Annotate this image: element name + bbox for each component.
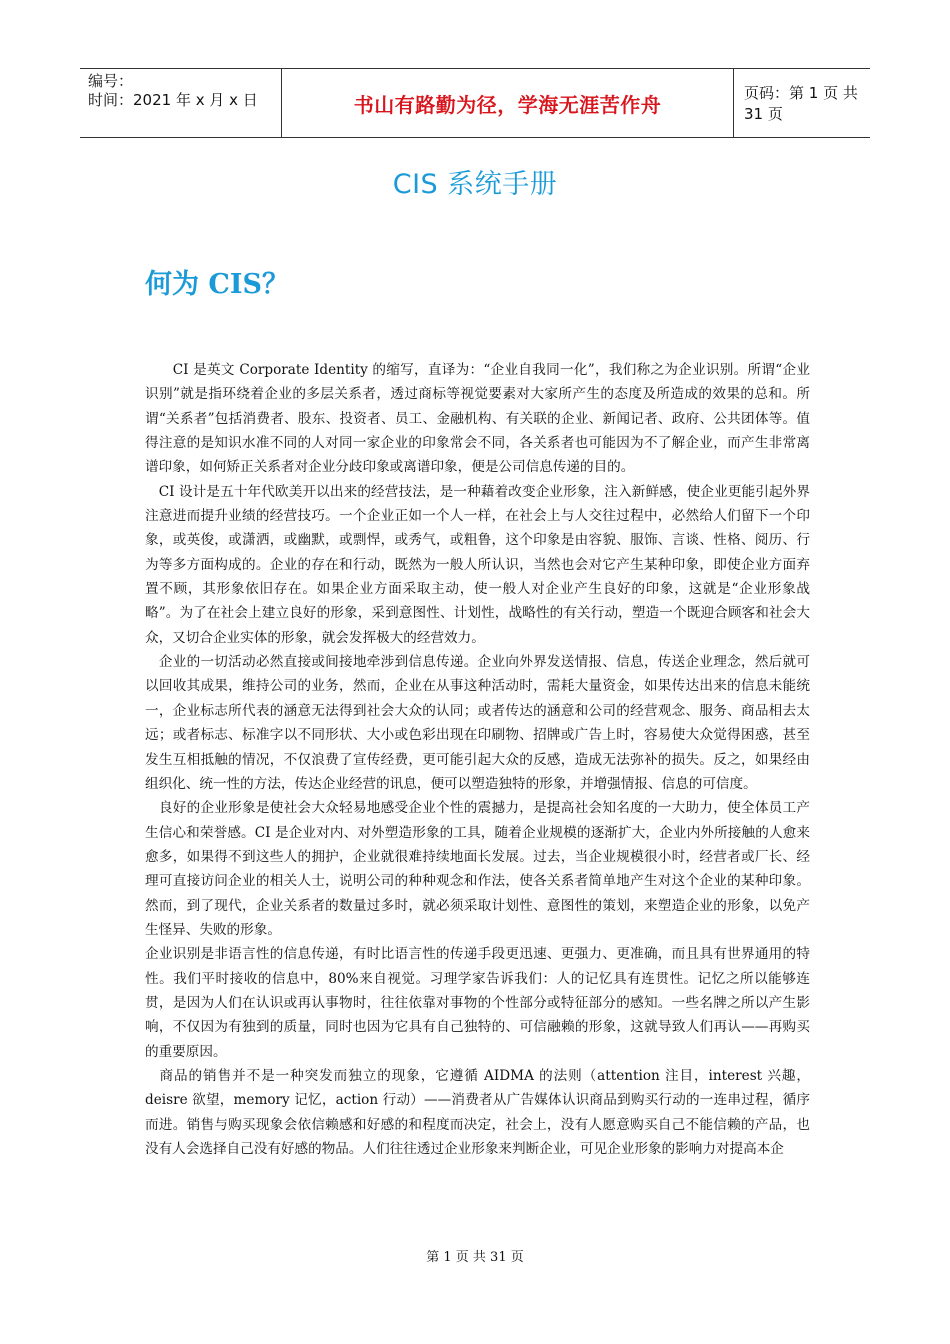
header-motto: 书山有路勤为径，学海无涯苦作舟 bbox=[282, 69, 734, 137]
paragraph: 企业的一切活动必然直接或间接地牵涉到信息传递。企业向外界发送情报、信息，传送企业理念，然后就可以回收其成果，维持公司的业务，然而，企业在从事这种活动时，需耗大量资金，如果传达出来的信息未能统一，企业标志所代表的涵意无法得到社会大众的认同；或者传达的涵意和公司的经营观念、服务、商品相去太远；或者标志、标准字以不同形状、大小或色彩出现在印刷物、招牌或广告上时，容易使大众觉得困惑，甚至发生互相抵触的情况，不仅浪费了宣传经费，更可能引起大众的反感，造成无法弥补的损失。反之，如果经由组织化、统一性的方法，传达企业经营的讯息，便可以塑造独特的形象，并增强情报、信息的可信度。 bbox=[145, 654, 810, 792]
document-title: CIS 系统手册 bbox=[392, 169, 558, 200]
document-header bbox=[80, 68, 870, 138]
header-page-info: 页码：第 1 页 共 31 页 bbox=[744, 84, 858, 123]
page-footer: 第 1 页 共 31 页 bbox=[426, 1250, 524, 1265]
header-meta bbox=[80, 69, 282, 137]
paragraph: CI 设计是五十年代欧美开以出来的经营技法，是一种藉着改变企业形象，注入新鲜感，使企业更能引起外界注意进而提升业绩的经营技巧。一个企业正如一个人一样，在社会上与人交往过程中，必然给人们留下一个印象，或英俊，或潇洒，或幽默，或剽悍，或秀气，或粗鲁，这个印象是由容貌、服饰、言谈、性格、阅历、行为等多方面构成的。企业的存在和行动，既然为一般人所认识，当然也会对它产生某种印象，即使企业方面弃置不顾，其形象依旧存在。如果企业方面采取主动，使一般人对企业产生良好的印象，这就是“企业形象战略”。为了在社会上建立良好的形象，采到意图性、计划性，战略性的有关行动，塑造一个既迎合顾客和社会大众，又切合企业实体的形象，就会发挥极大的经营效力。 bbox=[145, 483, 810, 646]
document-number-label: 编号： bbox=[88, 72, 134, 90]
section-heading: 何为 CIS？ bbox=[145, 269, 290, 300]
paragraph: CI 是英文 Corporate Identity 的缩写，直译为：“企业自我同一化”，我们称之为企业识别。所谓“企业识别”就是指环绕着企业的多层关系者，透过商标等视觉要素对大家所产生的态度及所造成的效果的总和。所谓“关系者”包括消费者、股东、投资者、员工、金融机构、有关联的企业、新闻记者、政府、公共团体等。值得注意的是知识水准不同的人对同一家企业的印象常会不同，各关系者也可能因为不了解企业，而产生非常离谱印象，如何矫正关系者对企业分歧印象或离谱印象，便是公司信息传递的目的。 bbox=[145, 362, 810, 476]
paragraph: 商品的销售并不是一种突发而独立的现象，它遵循 AIDMA 的法则（attention 注目，interest 兴趣，deisre 欲望，memory 记忆，action 行动）——消费者从广告媒体认识商品到购买行动的一连串过程，循序而进。销售与购买现象会依信赖感和好感的和程度而决定，社会上，没有人愿意购买自己不能信赖的产品，也没有人会选择自己没有好感的物品。人们往往透过企业形象来判断企业，可见企业形象的影响力对提高本企 bbox=[145, 1067, 810, 1157]
body-text bbox=[145, 358, 810, 1161]
document-date: 时间：2021 年 x 月 x 日 bbox=[88, 91, 258, 109]
paragraph: 良好的企业形象是使社会大众轻易地感受企业个性的震撼力，是提高社会知名度的一大助力，使全体员工产生信心和荣誉感。CI 是企业对内、对外塑造形象的工具，随着企业规模的逐渐扩大，企业内外所接触的人愈来愈多，如果得不到这些人的拥护，企业就很难持续地面长发展。过去，当企业规模很小时，经营者或厂长、经理可直接访问企业的相关人士，说明公司的种种观念和作法，使各关系者简单地产生对这个企业的某种印象。然而，到了现代，企业关系者的数量过多时，就必须采取计划性、意图性的策划，来塑造企业的形象，以免产生怪异、失败的形象。 bbox=[145, 800, 810, 938]
paragraph: 企业识别是非语言性的信息传递，有时比语言性的传递手段更迅速、更强力、更准确，而且具有世界通用的特性。我们平时接收的信息中，80%来自视觉。习理学家告诉我们：人的记忆具有连贯性。记忆之所以能够连贯，是因为人们在认识或再认事物时，往往依靠对事物的个性部分或特征部分的感知。一些名牌之所以产生影响，不仅因为有独到的质量，同时也因为它具有自己独特的、可信融赖的形象，这就导致人们再认——再购买的重要原因。 bbox=[145, 946, 810, 1060]
